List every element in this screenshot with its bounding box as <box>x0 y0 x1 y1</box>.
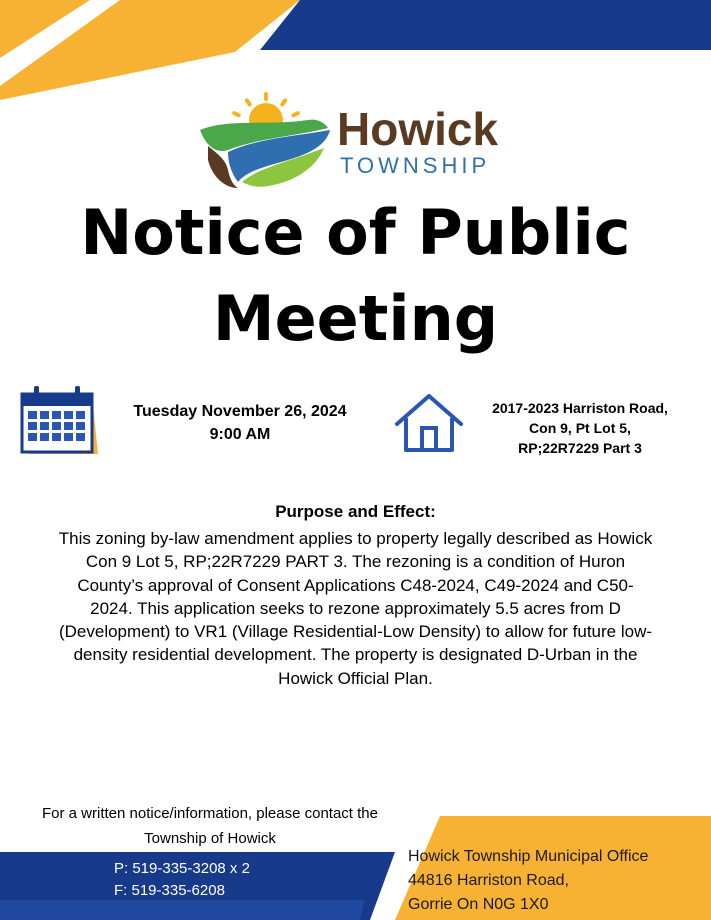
purpose-line: This zoning by-law amendment applies to property legally described as Howick <box>58 529 653 548</box>
purpose-body <box>12 527 699 690</box>
meeting-time: 9:00 AM <box>209 426 271 443</box>
meeting-address-line-3: RP;22R7229 Part 3 <box>518 440 642 456</box>
fax-number: F: 519-335-6208 <box>114 882 225 899</box>
logo-emblem <box>198 90 333 190</box>
meeting-address-line-1: 2017-2023 Harriston Road, <box>492 400 668 416</box>
contact-line-2: Township of Howick <box>144 830 276 847</box>
logo-name: Howick <box>337 103 499 155</box>
top-right-navy-shape <box>260 0 711 50</box>
bottom-left-navy-shade <box>0 900 365 920</box>
calendar-icon <box>20 384 100 456</box>
office-street: 44816 Harriston Road, <box>408 872 569 889</box>
logo-subtitle: TOWNSHIP <box>340 153 491 178</box>
house-icon <box>394 392 464 454</box>
phone-number: P: 519-335-3208 x 2 <box>114 860 250 877</box>
meeting-address-line-2: Con 9, Pt Lot 5, <box>529 420 631 436</box>
contact-info <box>10 801 410 851</box>
purpose-line: Con 9 Lot 5, RP;22R7229 PART 3. The rezoning is a condition of Huron <box>85 552 626 572</box>
office-city: Gorrie On N0G 1X0 <box>408 896 549 913</box>
purpose-line: density residential development. The property is designated D-Urban in the <box>73 645 638 665</box>
meeting-date: Tuesday November 26, 2024 <box>133 403 347 420</box>
purpose-line: County’s approval of Consent Applications C48-2024, C49-2024 and C50- <box>77 575 634 595</box>
office-name: Howick Township Municipal Office <box>408 848 649 865</box>
page-title-line-2: Meeting <box>212 282 499 355</box>
contact-line-1: For a written notice/information, please contact the <box>41 805 378 822</box>
purpose-heading: Purpose and Effect: <box>275 502 436 521</box>
purpose-line: (Development) to VR1 (Village Residential-Low Density) to allow for future low- <box>58 622 653 642</box>
purpose-line: Howick Official Plan. <box>278 668 433 688</box>
page-title-line-1: Notice of Public <box>80 196 631 269</box>
purpose-line: 2024. This application seeks to rezone approximately 5.5 acres from D <box>90 598 621 618</box>
